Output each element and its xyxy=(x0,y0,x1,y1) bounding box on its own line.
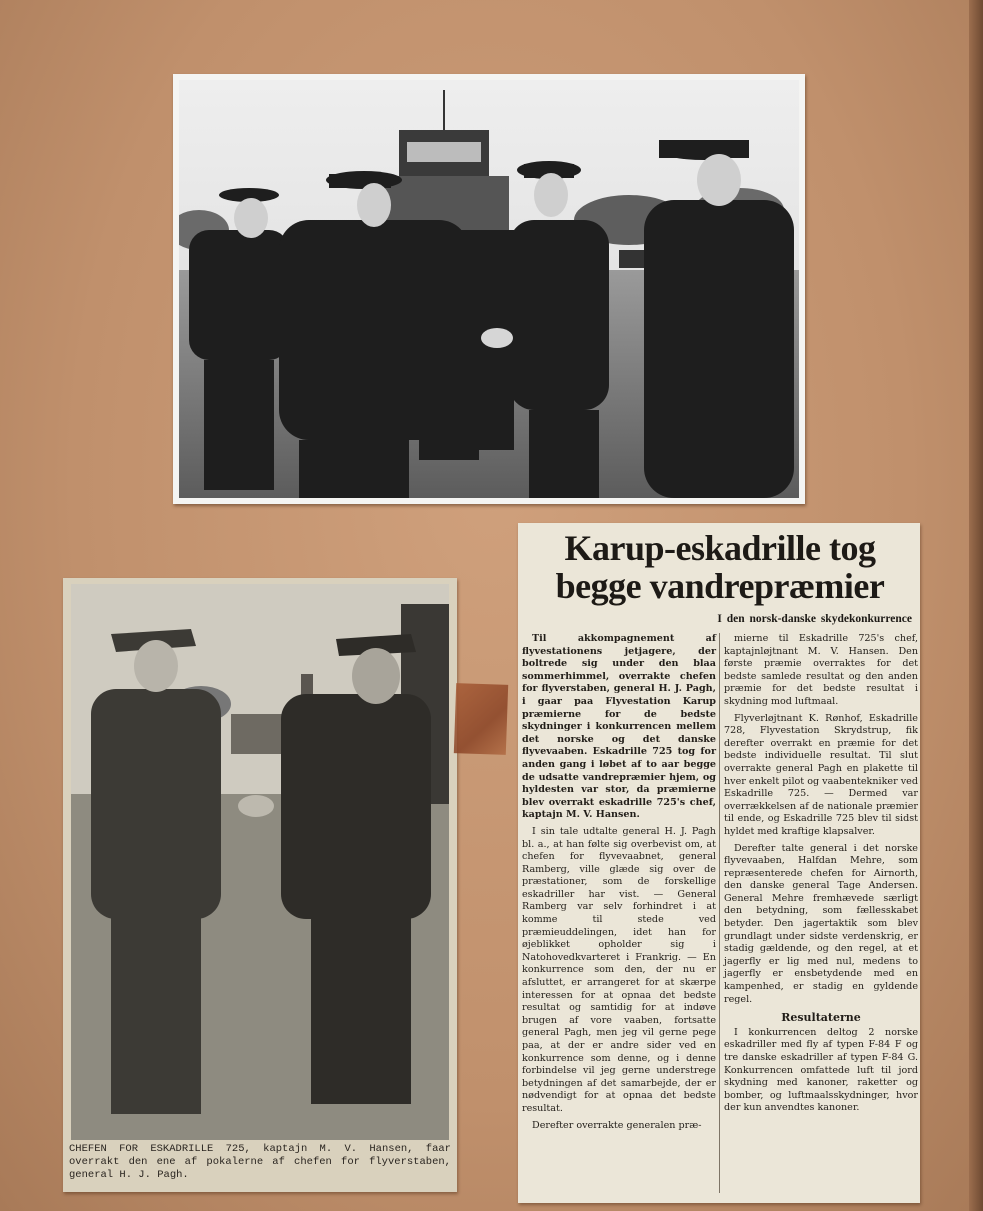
top-photograph xyxy=(173,74,805,504)
article-paragraph: Derefter talte general i det norske flyvevaaben, Halfdan Mehre, som repræsenterede chefen for Airnorth, den danske general Tage Andersen. General Mehre fremhævede særligt den betydning, som fællesskabet betyder. Den jagertaktik som blev grundlagt under sidste verdenskrig, er stadig gældende, og den regel, at et jagerfly er lig med nul, medens to jagerfly er ensbetydende med en kampenhed, er stadig en gyldende regel. xyxy=(724,842,918,1005)
article-headline: Karup-eskadrille tog begge vandrepræmier xyxy=(555,528,885,606)
article-column-2 xyxy=(724,633,918,1119)
article-paragraph: Derefter overrakte generalen præ- xyxy=(532,1119,702,1131)
article-column-1 xyxy=(522,633,716,1136)
results-heading: Resultaterne xyxy=(781,1011,861,1025)
photo-caption: CHEFEN FOR ESKADRILLE 725, kaptajn M. V. Hansen, faar overrakt den ene af pokalerne af chefen for flyverstaben, general H. J. Pagh. xyxy=(69,1143,451,1181)
ceremony-photo xyxy=(179,80,799,498)
article-subhead: I den norsk-danske skydekonkurrence xyxy=(717,613,912,625)
newspaper-photo-clipping xyxy=(63,578,457,1192)
column-rule xyxy=(719,633,720,1193)
newspaper-article xyxy=(518,523,920,1203)
article-paragraph: I sin tale udtalte general H. J. Pagh bl. a., at han følte sig overbevist om, at chefen for flyvevaabnet, general Ramberg, ville glæde sig over de præstationer, som de forskellige eskadriller har vist. — General Ramberg var selv forhindret i at komme til stede ved præmieuddelingen, idet han for øjeblikket opholder sig i Natohovedkvarteret i Frankrig. — En konkurrence som den, der nu er afsluttet, er arrangeret for at skærpe interessen for at opnaa det bedste resultat og samtidig for at indøve brugen af vore vaaben, fortsatte general Pagh, men jeg vil gerne pege paa, at der er andre sider ved en konkurrence som denne, og i denne forbindelse vil jeg gerne understrege betydningen af det samarbejde, der er nødvendigt for at opnaa det bedste resultat. xyxy=(522,825,716,1114)
article-paragraph: Flyverløjtnant K. Rønhof, Eskadrille 728, Flyvestation Skrydstrup, fik derefter overrakt en præmie for det bedste individuelle resultat. Til slut overrakte general Pagh en plakette til hver enkelt pilot og vaabentekniker ved Eskadrille 725. — Dermed var overrækkelsen af de nationale præmier til ende, og Eskadrille 725 blev til sidst hyldet med kraftige klapsalver. xyxy=(724,712,918,837)
album-page-edge xyxy=(969,0,983,1211)
results-paragraph: I konkurrencen deltog 2 norske eskadriller med fly af typen F-84 F og tre danske eskadriller af typen F-84 G. Konkurrencen omfattede luft til jord skydning med kanoner, raketter og bomber, og luftmaalsskydninger, hvor der kun anvendtes kanoner. xyxy=(724,1026,918,1114)
tape-residue xyxy=(454,683,508,755)
article-paragraph: Til akkompagnement af flyvestationens jetjagere, der boltrede sig under den blaa sommerhimmel, overrakte chefen for flyverstaben, general H. J. Pagh, i gaar paa Flyvestation Karup præmierne for de bedste skydninger i konkurrencen mellem det norske og det danske flyvevaaben. Eskadrille 725 tog for anden gang i løbet af to aar begge de udsatte vandrepræmier hjem, og hyldesten var stor, da præmierne blev overrakt eskadrille 725's chef, kaptajn M. V. Hansen. xyxy=(522,633,716,821)
handshake-photo xyxy=(71,584,449,1140)
article-paragraph: mierne til Eskadrille 725's chef, kaptajnløjtnant M. V. Hansen. Den første præmie overraktes for det bedste samlede resultat og den anden præmie for det bedste resultat i skydning mod luftmaal. xyxy=(724,633,918,707)
